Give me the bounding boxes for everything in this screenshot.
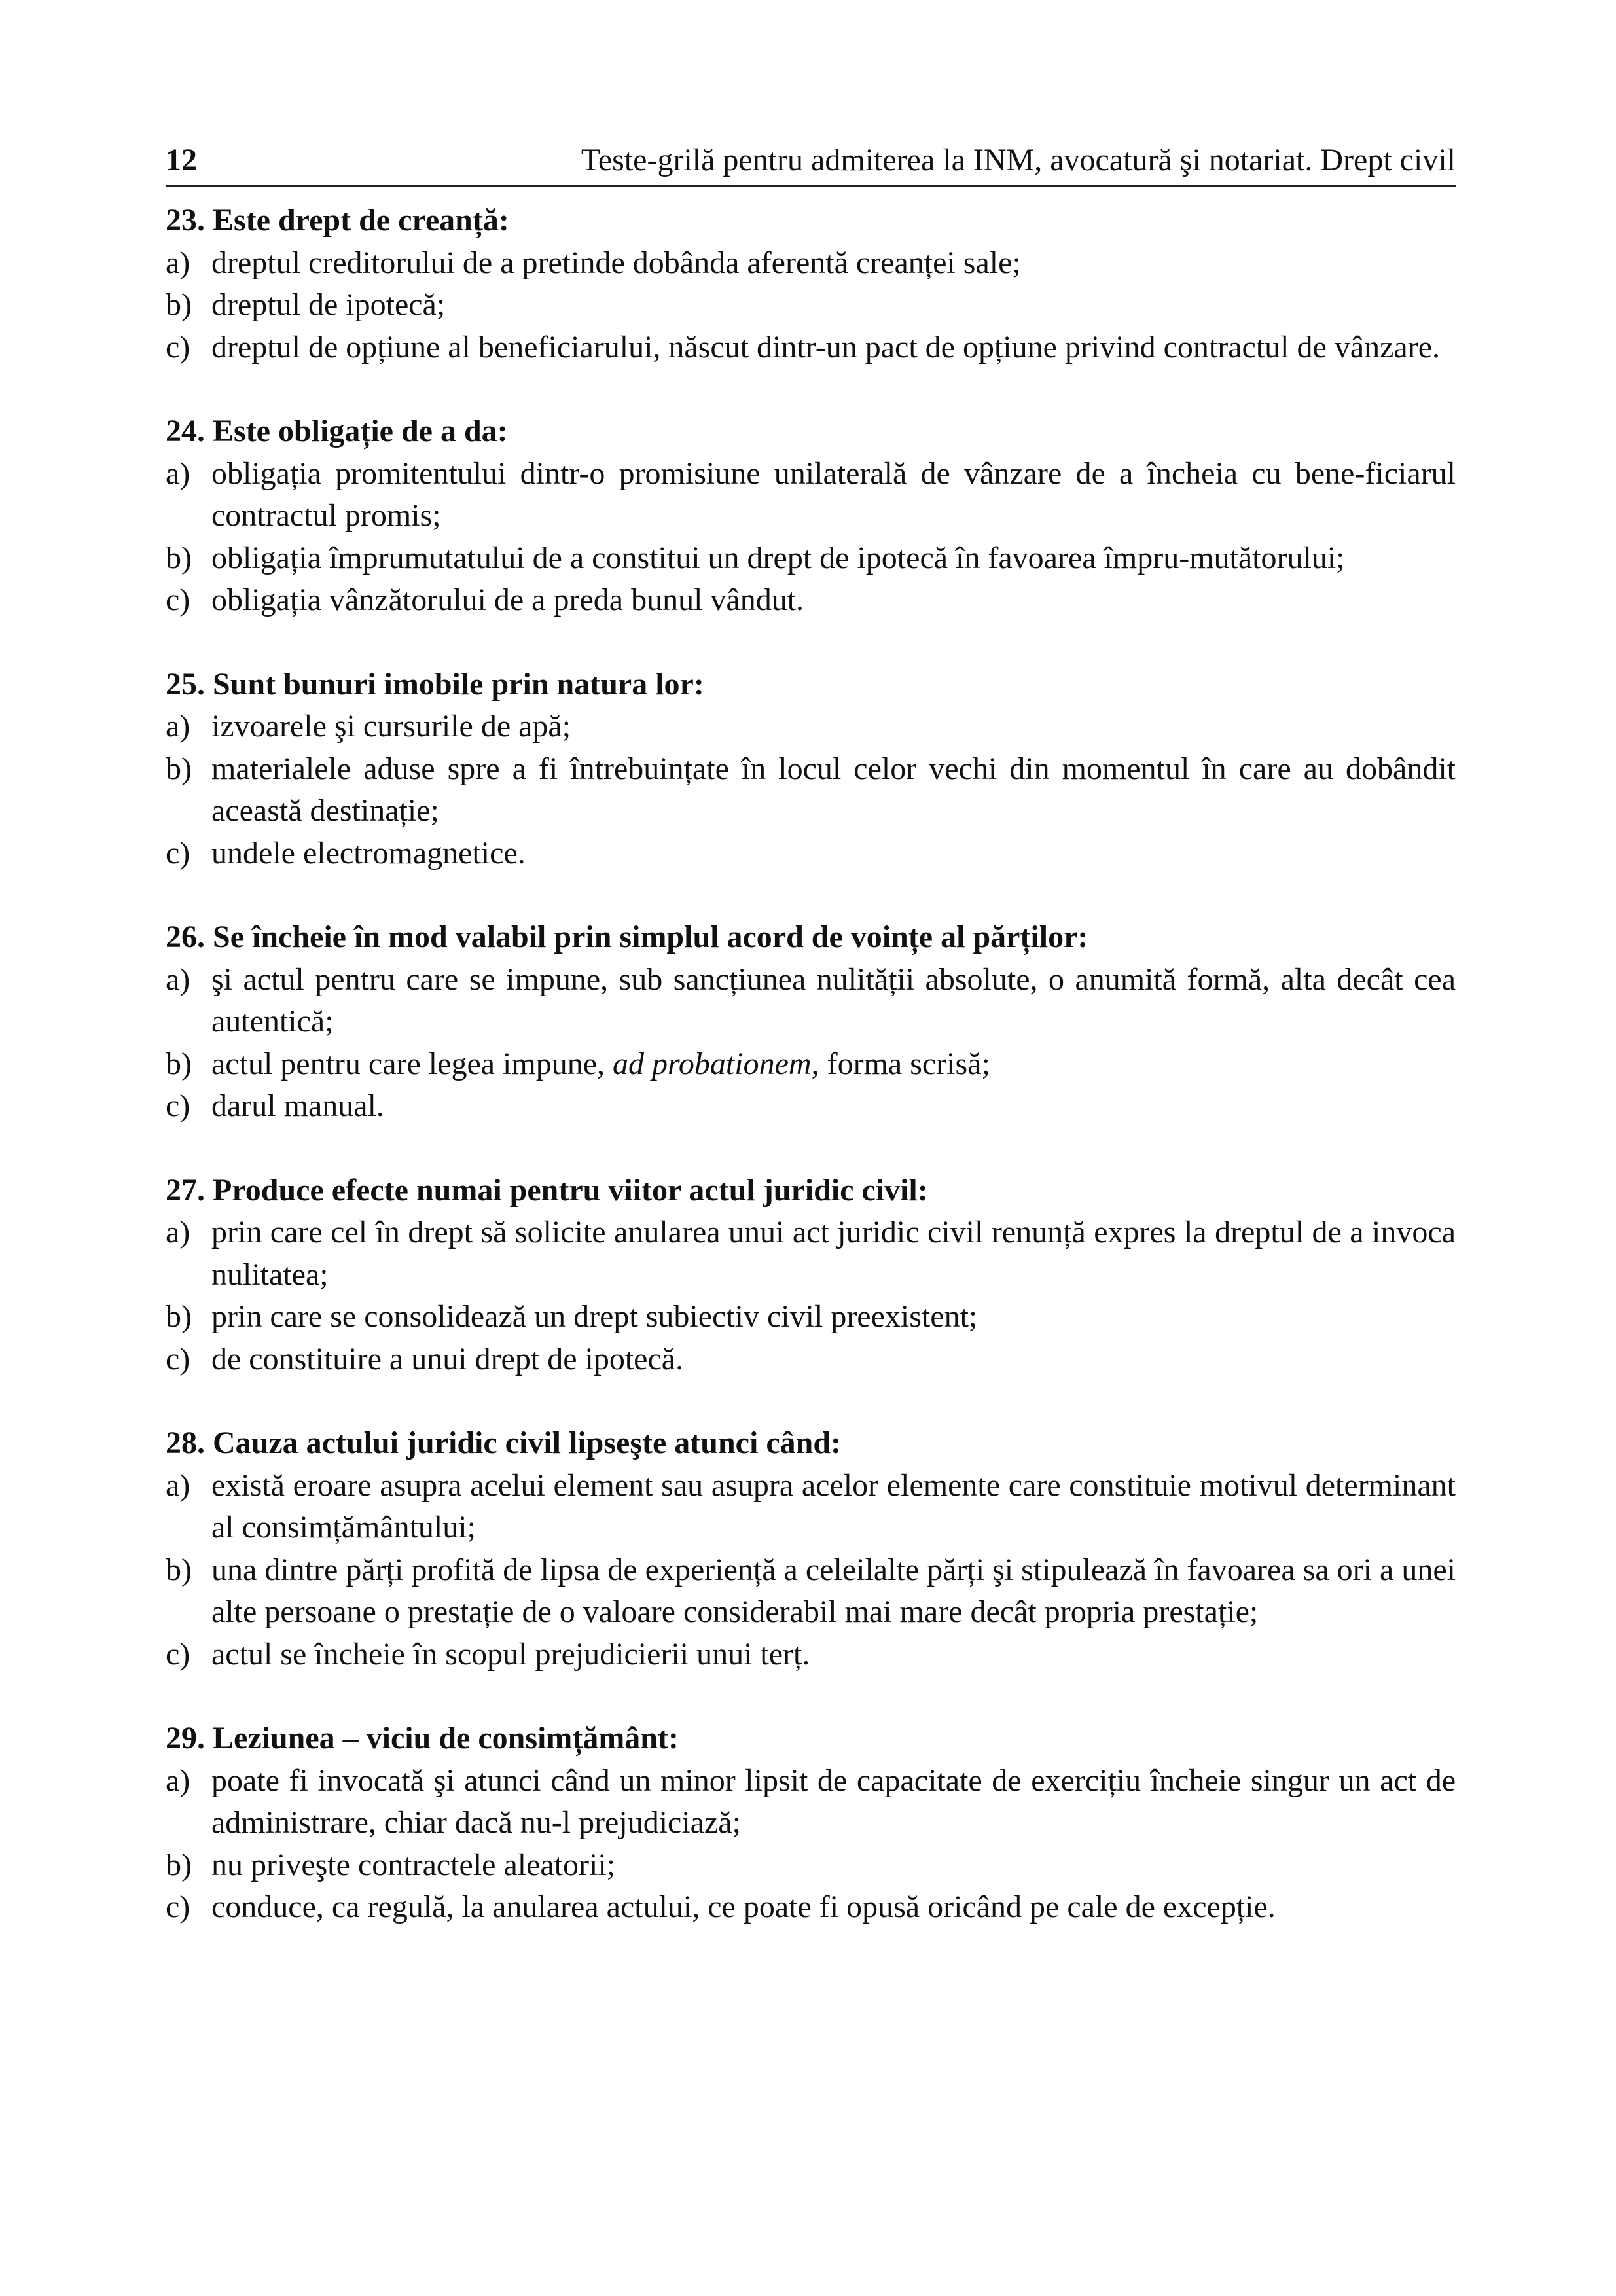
answer-option	[166, 1211, 1456, 1296]
option-label: b)	[166, 751, 192, 786]
page-header	[166, 141, 1456, 180]
header-rule	[166, 185, 1456, 187]
question	[166, 916, 1456, 1128]
option-text: conduce, ca regulă, la anularea actului, ce poate fi opusă oricând pe cale de excepție.	[211, 1890, 1276, 1924]
question	[166, 1170, 1456, 1381]
option-text-part: , forma scrisă;	[811, 1046, 990, 1081]
option-label: a)	[166, 961, 190, 997]
answer-option	[166, 1760, 1456, 1844]
answer-option	[166, 1338, 1456, 1381]
option-text: dreptul de opțiune al beneficiarului, născut dintr-un pact de opțiune privind contractul de vânzare.	[211, 329, 1441, 365]
option-text: dreptul de ipotecă;	[211, 287, 446, 322]
answer-option	[166, 284, 1456, 327]
option-text: şi actul pentru care se impune, sub sancțiunea nulității absolute, o anumită formă, alta decât cea autentică;	[211, 961, 1456, 1039]
option-text: de constituire a unui drept de ipotecă.	[211, 1341, 684, 1376]
option-label: a)	[166, 245, 190, 280]
answer-option	[166, 453, 1456, 537]
answer-option	[166, 1043, 1456, 1086]
option-text: materialele aduse spre a fi întrebuințate în locul celor vechi din momentul în care au dobândit această destinație;	[211, 751, 1456, 828]
question	[166, 1717, 1456, 1929]
option-label: b)	[166, 1847, 192, 1882]
option-text: izvoarele şi cursurile de apă;	[211, 709, 571, 744]
option-label: b)	[166, 287, 192, 322]
option-text: nu priveşte contractele aleatorii;	[211, 1847, 616, 1882]
answer-option	[166, 706, 1456, 748]
answer-option	[166, 1085, 1456, 1128]
option-label: a)	[166, 1467, 190, 1503]
answer-option	[166, 748, 1456, 833]
answer-option	[166, 579, 1456, 622]
question-title: 24. Este obligație de a da:	[166, 414, 508, 448]
option-text: una dintre părți profită de lipsa de experiență a celeilalte părți şi stipulează în favoarea sa ori a unei alte persoane o prestație de o valoare considerabil mai mare decât propria prestație;	[211, 1552, 1456, 1629]
answer-option	[166, 1549, 1456, 1634]
question	[166, 410, 1456, 622]
option-text: obligația promitentului dintr-o promisiune unilaterală de vânzare de a încheia cu bene-ficiarul contractul promis;	[211, 456, 1456, 533]
option-text	[211, 1043, 1456, 1086]
italic-term: ad probationem	[613, 1046, 812, 1081]
question-list	[166, 200, 1456, 1971]
running-title: Teste-grilă pentru admiterea la INM, avocatură şi notariat. Drept civil	[581, 143, 1456, 177]
option-text: actul se încheie în scopul prejudicierii unui terț.	[211, 1636, 810, 1672]
option-label: a)	[166, 709, 190, 744]
question	[166, 200, 1456, 368]
option-label: b)	[166, 1046, 192, 1081]
answer-option	[166, 1634, 1456, 1676]
answer-option	[166, 1465, 1456, 1549]
answer-option	[166, 327, 1456, 369]
option-label: c)	[166, 1890, 190, 1924]
option-label: c)	[166, 329, 190, 365]
option-label: b)	[166, 1552, 192, 1587]
option-text: obligația împrumutatului de a constitui un drept de ipotecă în favoarea împru-mutătorului;	[211, 540, 1345, 575]
option-text: darul manual.	[211, 1088, 384, 1123]
option-text: prin care cel în drept să solicite anularea unui act juridic civil renunță expres la dreptul de a invoca nulitatea;	[211, 1215, 1456, 1292]
question-title: 26. Se încheie în mod valabil prin simplul acord de voințe al părților:	[166, 920, 1088, 954]
question-title: 27. Produce efecte numai pentru viitor actul juridic civil:	[166, 1172, 928, 1208]
option-label: c)	[166, 1088, 190, 1123]
option-label: b)	[166, 540, 192, 575]
option-label: c)	[166, 583, 190, 617]
option-text: undele electromagnetice.	[211, 835, 526, 870]
question	[166, 664, 1456, 875]
option-text: obligația vânzătorului de a preda bunul vândut.	[211, 583, 804, 617]
option-label: c)	[166, 1636, 190, 1672]
answer-option	[166, 242, 1456, 285]
answer-option	[166, 537, 1456, 580]
question-title: 25. Sunt bunuri imobile prin natura lor:	[166, 666, 704, 702]
option-label: c)	[166, 1341, 190, 1376]
option-text: poate fi invocată şi atunci când un minor lipsit de capacitate de exercițiu încheie singur un act de administrare, chiar dacă nu-l prejudiciază;	[211, 1763, 1456, 1840]
question	[166, 1422, 1456, 1676]
option-label: a)	[166, 456, 190, 491]
question-title: 23. Este drept de creanță:	[166, 203, 509, 238]
option-label: c)	[166, 835, 190, 870]
answer-option	[166, 959, 1456, 1043]
option-text: există eroare asupra acelui element sau asupra acelor elemente care constituie motivul determinant al consimțământului;	[211, 1467, 1456, 1545]
option-label: b)	[166, 1299, 192, 1334]
answer-option	[166, 1296, 1456, 1338]
option-text-part: actul pentru care legea impune,	[211, 1046, 613, 1081]
answer-option	[166, 1886, 1456, 1929]
option-label: a)	[166, 1215, 190, 1249]
answer-option	[166, 1844, 1456, 1887]
answer-option	[166, 833, 1456, 875]
page-number: 12	[166, 143, 197, 177]
question-title: 28. Cauza actului juridic civil lipseşte atunci când:	[166, 1426, 841, 1460]
option-text: prin care se consolidează un drept subiectiv civil preexistent;	[211, 1299, 978, 1334]
question-title: 29. Leziunea – viciu de consimțământ:	[166, 1721, 679, 1755]
option-text: dreptul creditorului de a pretinde dobânda aferentă creanței sale;	[211, 245, 1021, 280]
option-label: a)	[166, 1763, 190, 1798]
